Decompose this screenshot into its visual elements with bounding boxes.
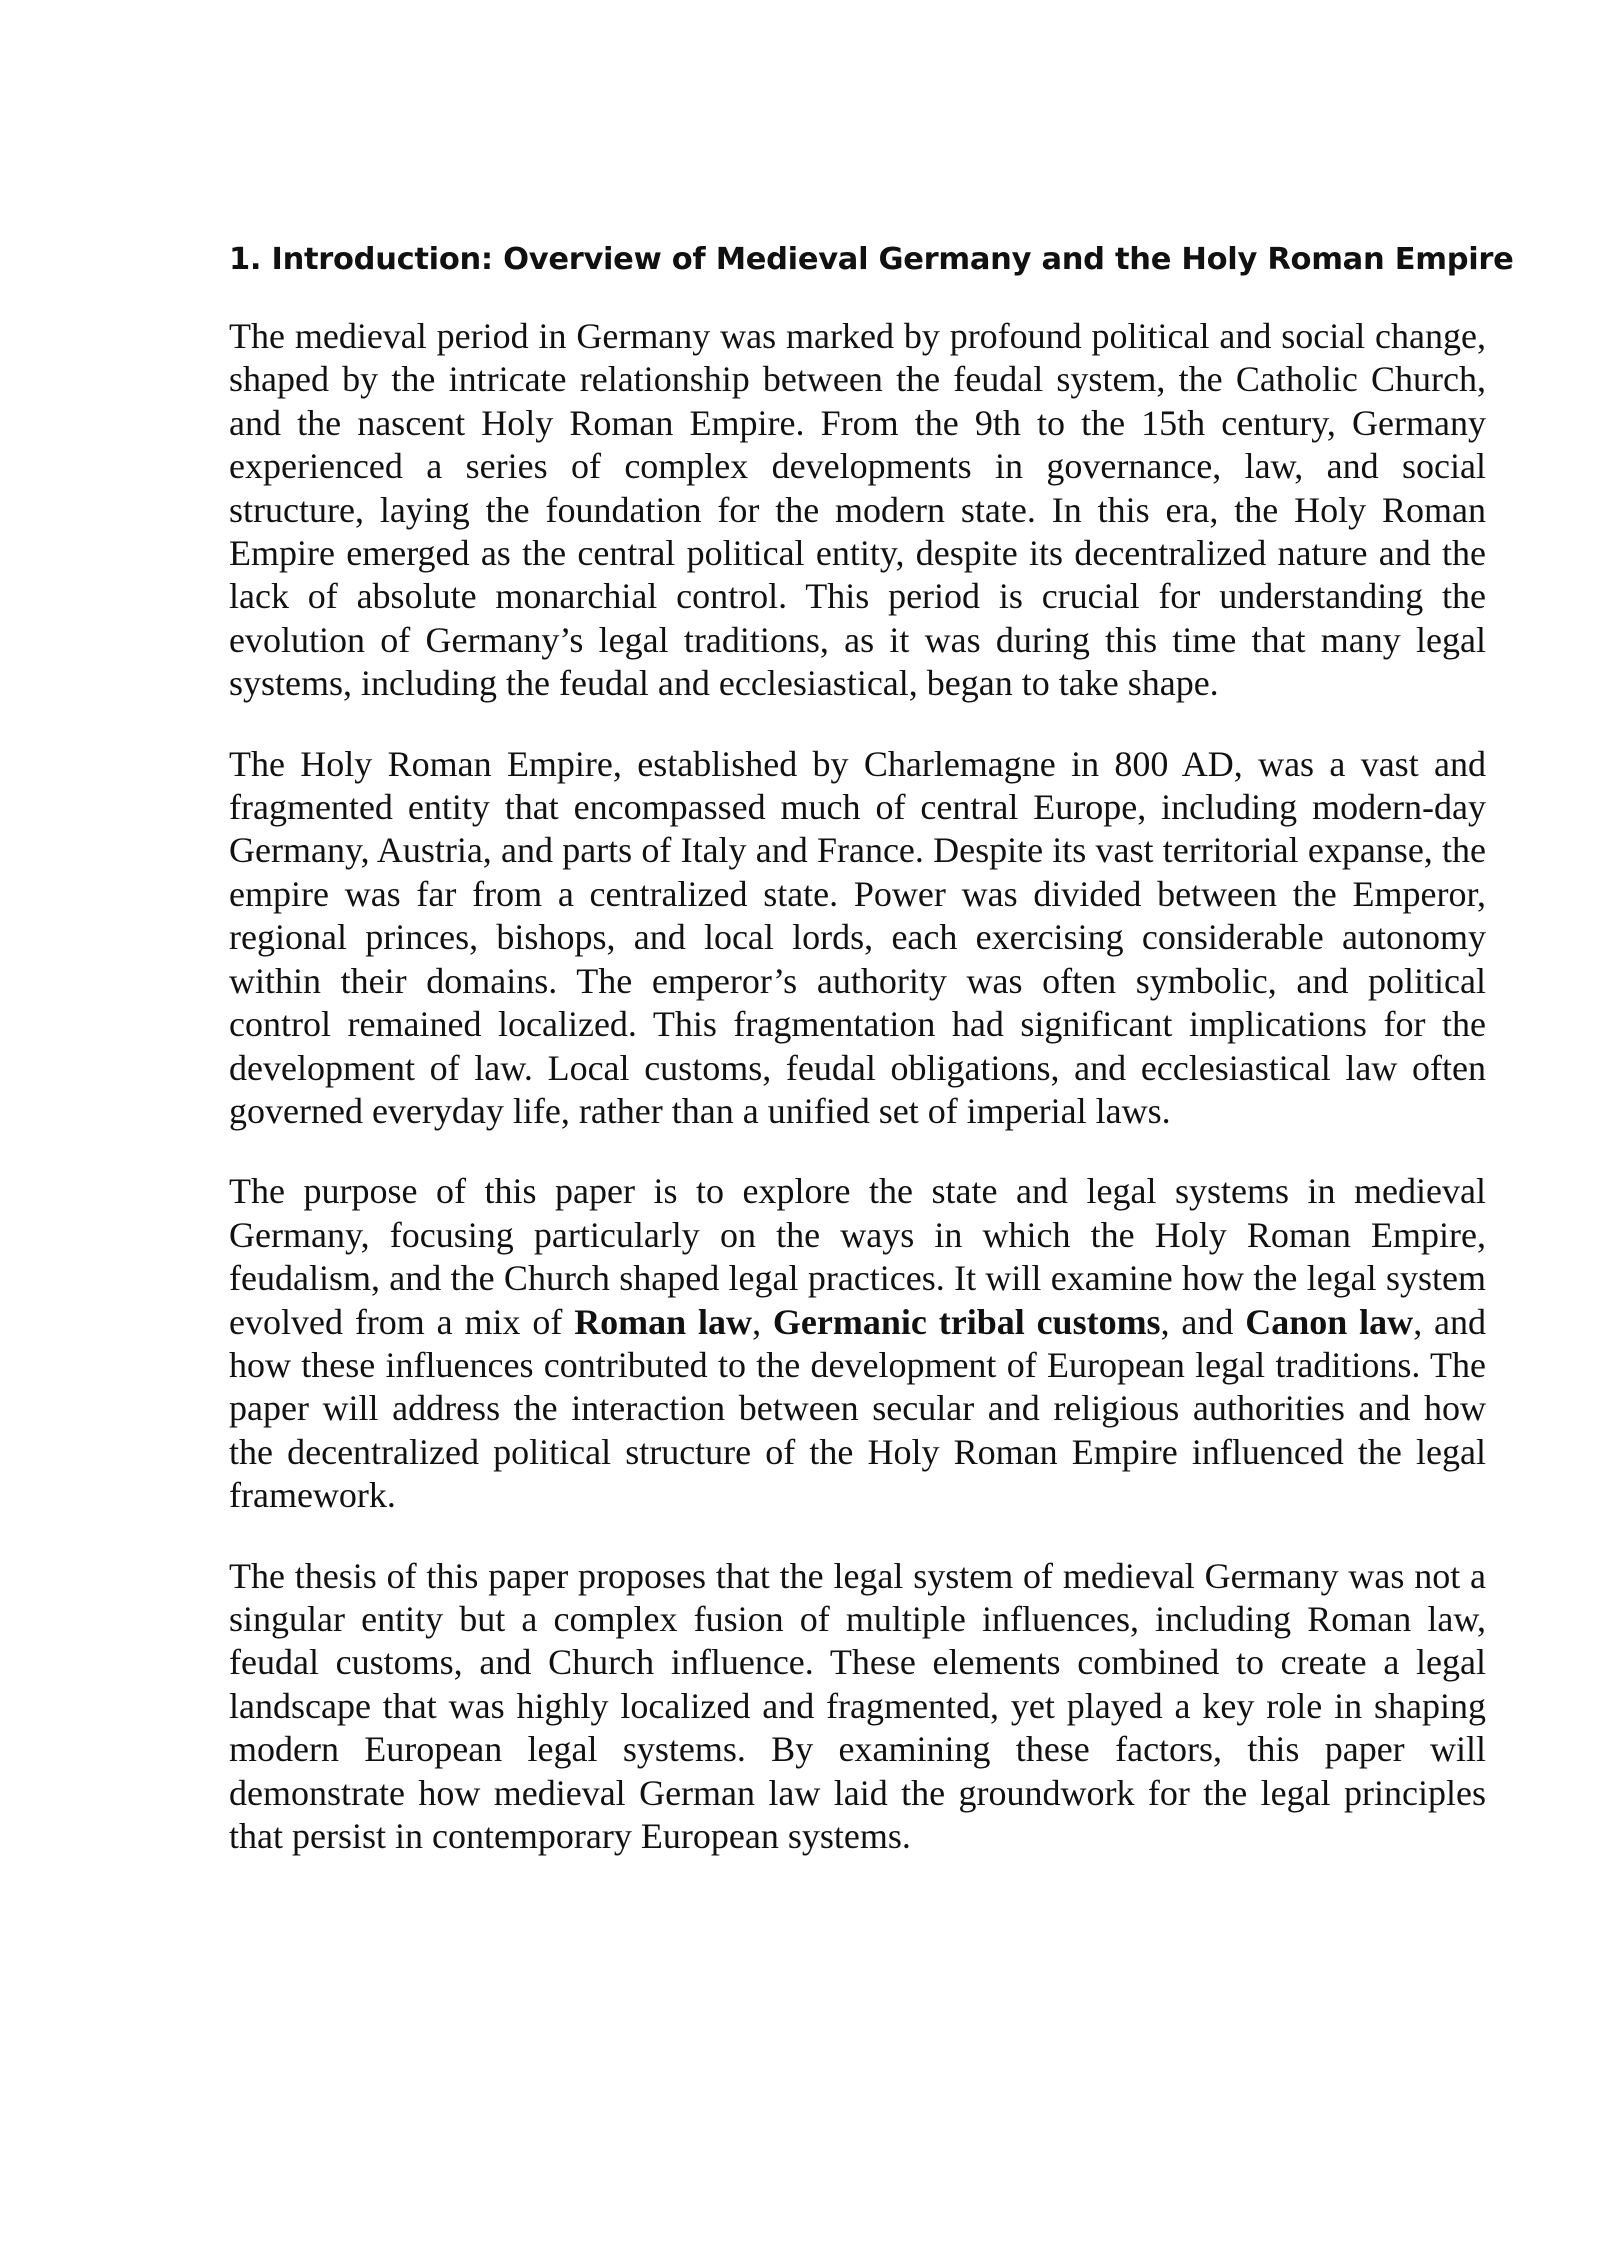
section-heading: 1. Introduction: Overview of Medieval Germany and the Holy Roman Empire	[229, 242, 1514, 277]
paragraph-purpose	[229, 1170, 1486, 1517]
paragraph-purpose-text-2: ,	[752, 1301, 773, 1342]
bold-term-germanic-tribal-customs: Germanic tribal customs	[772, 1301, 1161, 1342]
bold-term-roman-law: Roman law	[574, 1301, 753, 1342]
paragraph-purpose-text-1: The purpose of this paper is to explore the state and legal systems in medieval Germany, focusing particularly on the ways in which the Holy Roman Empire, feudalism, and the Church shaped legal practices. It will examine how the legal system evolved from a mix of	[229, 1171, 1486, 1342]
paragraph-purpose-text-4: , and how these influences contributed to the development of European legal traditions. The paper will address the interaction between secular and religious authorities and how the decentralized political structure of the Holy Roman Empire influenced the legal framework.	[229, 1301, 1487, 1516]
paragraph-thesis: The thesis of this paper proposes that the legal system of medieval Germany was not a singular entity but a complex fusion of multiple influences, including Roman law, feudal customs, and Church influence. These elements combined to create a legal landscape that was highly localized and fragmented, yet played a key role in shaping modern European legal systems. By examining these factors, this paper will demonstrate how medieval German law laid the groundwork for the legal principles that persist in contemporary European systems.	[229, 1555, 1486, 1856]
paragraph-holy-roman-empire: The Holy Roman Empire, established by Charlemagne in 800 AD, was a vast and fragmented entity that encompassed much of central Europe, including modern-day Germany, Austria, and parts of Italy and France. Despite its vast territorial expanse, the empire was far from a centralized state. Power was divided between the Emperor, regional princes, bishops, and local lords, each exercising considerable autonomy within their domains. The emperor’s authority was often symbolic, and political control remained localized. This fragmentation had significant implications for the development of law. Local customs, feudal obligations, and ecclesiastical law often governed everyday life, rather than a unified set of imperial laws.	[229, 743, 1486, 1131]
paragraph-purpose-text-3: , and	[1160, 1301, 1246, 1342]
bold-term-canon-law: Canon law	[1245, 1301, 1414, 1342]
document-body	[229, 236, 1514, 1895]
paragraph-intro: The medieval period in Germany was marked by profound political and social change, shaped by the intricate relationship between the feudal system, the Catholic Church, and the nascent Holy Roman Empire. From the 9th to the 15th century, Germany experienced a series of complex developments in governance, law, and social structure, laying the foundation for the modern state. In this era, the Holy Roman Empire emerged as the central political entity, despite its decentralized nature and the lack of absolute monarchial control. This period is crucial for understanding the evolution of Germany’s legal traditions, as it was during this time that many legal systems, including the feudal and ecclesiastical, began to take shape.	[229, 316, 1486, 704]
